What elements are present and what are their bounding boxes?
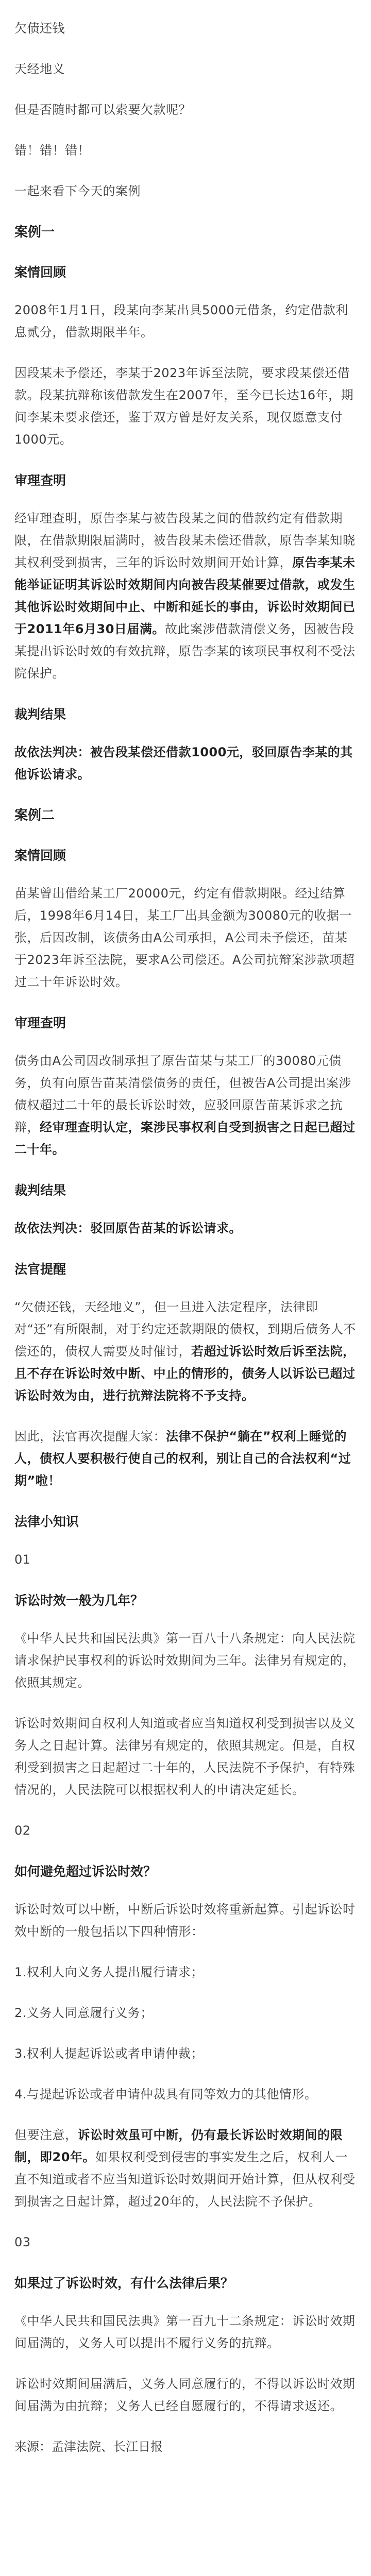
subsection-heading: 案情回顾 xyxy=(14,265,66,280)
paragraph: 2.义务人同意履行义务； xyxy=(14,2006,153,2020)
paragraph: 4.与提起诉讼或者申请仲裁具有同等效力的其他情形。 xyxy=(14,2087,317,2102)
paragraph: 因段某未予偿还，李某于2023年诉至法院，要求段某偿还借款。段某抗辩称该借款发生在2007年，至今已长达16年，期间李某未要求偿还，鉴于双方曾是好友关系，现仅愿意支付1000元。 xyxy=(14,366,354,447)
paragraph xyxy=(14,1050,357,1161)
emphasis-text: 原告李某未能举证证明其诉讼时效期间内向被告段某催要过借款，或发生其他诉讼时效期间中止、中断和延长的事由，诉讼时效期间已于2011年6月30日届满。 xyxy=(14,555,356,636)
paragraph xyxy=(14,1426,357,1492)
body-text: 故此案涉借款清偿义务，因被告段某提出诉讼时效的有效抗辩，原告李某的该项民事权利不受法院保护。 xyxy=(14,622,356,681)
paragraph: 03 xyxy=(14,2235,31,2249)
paragraph: 诉讼时效期间自权利人知道或者应当知道权利受到损害以及义务人之日起计算。法律另有规定的，依照其规定。但是，自权利受到损害之日起超过二十年的，人民法院不予保护，有特殊情况的，人民法院可以根据权利人的申请决定延长。 xyxy=(14,1716,356,1797)
subsection-heading: 案情回顾 xyxy=(14,848,66,863)
paragraph: 诉讼时效可以中断，中断后诉讼时效将重新起算。引起诉讼时效中断的一般包括以下四种情形： xyxy=(14,1902,356,1939)
emphasis-text: 诉讼时效虽可中断，仍有最长诉讼时效期间的限制，即20年。 xyxy=(14,2128,343,2164)
paragraph: 1.权利人向义务人提出履行请求； xyxy=(14,1965,204,1979)
paragraph: 错！错！错！ xyxy=(14,143,90,158)
paragraph-bold: 故依法判决：被告段某偿还借款1000元，驳回原告李某的其他诉讼请求。 xyxy=(14,745,353,782)
source-footer: 来源：孟津法院、长江日报 xyxy=(14,2439,163,2454)
section-heading: 案例一 xyxy=(14,225,55,240)
subsection-heading: 法律小知识 xyxy=(14,1514,79,1529)
subsection-heading: 如何避免超过诉讼时效？ xyxy=(14,1864,157,1879)
subsection-heading: 如果过了诉讼时效，有什么法律后果？ xyxy=(14,2276,234,2291)
subsection-heading: 审理查明 xyxy=(14,473,66,488)
emphasis-text: 若超过诉讼时效后诉至法院，且不存在诉讼时效中断、中止的情形的，债务人以诉讼已超过诉讼时效为由，进行抗辩法院将不予支持。 xyxy=(14,1344,356,1403)
paragraph: 2008年1月1日，段某向李某出具5000元借条，约定借款利息贰分，借款期限半年。 xyxy=(14,303,348,340)
paragraph: 欠债还钱 xyxy=(14,21,65,36)
paragraph: 3.权利人提起诉讼或者申请仲裁； xyxy=(14,2046,204,2061)
paragraph: 01 xyxy=(14,1552,31,1567)
subsection-heading: 法官提醒 xyxy=(14,1262,66,1277)
paragraph: 天经地义 xyxy=(14,62,65,76)
paragraph: 但是否随时都可以索要欠款呢？ xyxy=(14,103,191,117)
paragraph xyxy=(14,507,357,685)
body-text: 债务由A公司因改制承担了原告苗某与某工厂的30080元债务，负有向原告苗某清偿债务的责任，但被告A公司提出案涉债权超过二十年的最长诉讼时效，应驳回原告苗某诉求之抗辩， xyxy=(14,1054,351,1134)
subsection-heading: 裁判结果 xyxy=(14,1183,66,1198)
body-text: “欠债还钱，天经地义”，但一旦进入法定程序，法律即对“还”有所限制，对于约定还款期限的债权，到期后债务人不偿还的，债权人需要及时催讨， xyxy=(14,1300,356,1359)
paragraph: 一起来看下今天的案例 xyxy=(14,184,141,198)
paragraph-bold: 故依法判决：驳回原告苗某的诉讼请求。 xyxy=(14,1221,242,1235)
paragraph: 《中华人民共和国民法典》第一百八十八条规定：向人民法院请求保护民事权利的诉讼时效期间为三年。法律另有规定的，依照其规定。 xyxy=(14,1631,356,1690)
paragraph: 02 xyxy=(14,1823,31,1838)
paragraph: 苗某曾出借给某工厂20000元，约定有借款期限。经过结算后，1998年6月14日，某工厂出具金额为30080元的收据一张，后因改制，该债务由A公司承担，A公司未予偿还，苗某于2023年诉至法院，要求A公司偿还。A公司抗辩案涉款项超过二十年诉讼时效。 xyxy=(14,886,355,989)
body-text: 但要注意， xyxy=(14,2128,78,2142)
paragraph xyxy=(14,1296,357,1407)
section-heading: 案例二 xyxy=(14,808,55,823)
subsection-heading: 审理查明 xyxy=(14,1015,66,1030)
subsection-heading: 裁判结果 xyxy=(14,707,66,722)
body-text: 因此，法官再次提醒大家： xyxy=(14,1429,166,1444)
emphasis-text: 法律不保护“躺在”权利上睡觉的人，债权人要积极行使自己的权利，别让自己的合法权利“过期”啦！ xyxy=(14,1429,351,1488)
emphasis-text: 经审理查明认定，案涉民事权利自受到损害之日起已超过二十年。 xyxy=(14,1120,356,1157)
body-text: 经审理查明，原告李某与被告段某之间的借款约定有借款期限，在借款期限届满时，被告段某未偿还借款，原告李某知晓其权利受到损害，三年的诉讼时效期间开始计算， xyxy=(14,511,356,570)
paragraph xyxy=(14,2124,357,2213)
subsection-heading: 诉讼时效一般为几年？ xyxy=(14,1593,144,1608)
body-text: 如果权利受到侵害的事实发生之后，权利人一直不知道或者不应当知道诉讼时效期间开始计算，但从权利受到损害之日起计算，超过20年的，人民法院不予保护。 xyxy=(14,2150,356,2209)
paragraph: 《中华人民共和国民法典》第一百九十二条规定：诉讼时效期间届满的，义务人可以提出不履行义务的抗辩。 xyxy=(14,2314,356,2350)
paragraph: 诉讼时效期间届满后，义务人同意履行的，不得以诉讼时效期间届满为由抗辩；义务人已经自愿履行的，不得请求返还。 xyxy=(14,2377,356,2413)
